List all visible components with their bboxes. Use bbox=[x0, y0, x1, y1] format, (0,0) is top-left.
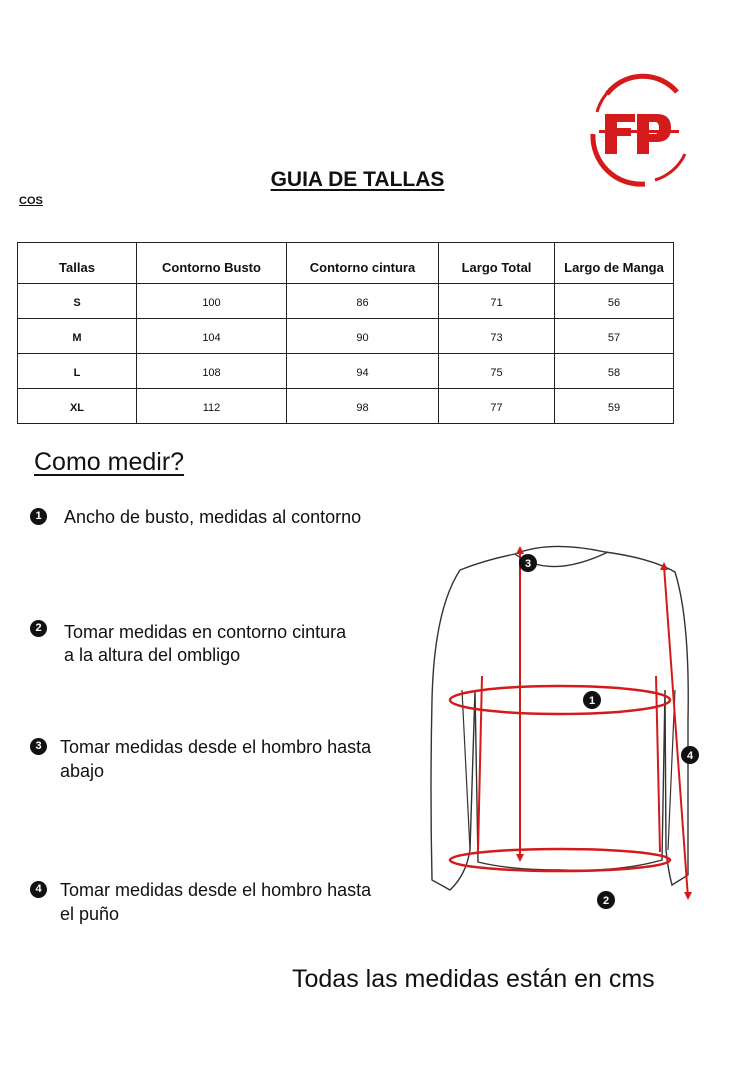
svg-text:4: 4 bbox=[686, 750, 694, 762]
cell-largo-manga: 56 bbox=[555, 284, 674, 319]
cell-busto: 104 bbox=[137, 319, 287, 354]
cell-talla: S bbox=[18, 284, 137, 319]
cell-largo-total: 71 bbox=[439, 284, 555, 319]
cell-largo-manga: 58 bbox=[555, 354, 674, 389]
size-table bbox=[17, 242, 674, 424]
table-header-row bbox=[18, 243, 674, 284]
header-largo-total: Largo Total bbox=[439, 243, 555, 284]
step-3-text-line-1: Tomar medidas desde el hombro hasta bbox=[60, 737, 372, 757]
cell-largo-total: 75 bbox=[439, 354, 555, 389]
step-4-text-line-1: Tomar medidas desde el hombro hasta bbox=[60, 880, 372, 900]
cell-largo-total: 73 bbox=[439, 319, 555, 354]
marker-3-icon bbox=[519, 554, 537, 572]
page-title: GUIA DE TALLAS bbox=[270, 168, 445, 191]
step-3-text-line-2: abajo bbox=[60, 761, 105, 781]
cell-cintura: 90 bbox=[287, 319, 439, 354]
footer-note: Todas las medidas están en cms bbox=[292, 965, 655, 993]
svg-text:3: 3 bbox=[524, 558, 532, 570]
marker-1-icon bbox=[583, 691, 601, 709]
cell-cintura: 98 bbox=[287, 389, 439, 424]
step-3-number-icon: 3 bbox=[30, 738, 47, 755]
table-row bbox=[18, 319, 674, 354]
header-largo-manga: Largo de Manga bbox=[555, 243, 674, 284]
cell-largo-manga: 59 bbox=[555, 389, 674, 424]
marker-4-icon bbox=[681, 746, 699, 764]
how-to-measure-title: Como medir? bbox=[34, 448, 185, 476]
step-4-number-icon: 4 bbox=[30, 881, 47, 898]
header-contorno-cintura: Contorno cintura bbox=[287, 243, 439, 284]
cell-talla: M bbox=[18, 319, 137, 354]
cell-largo-total: 77 bbox=[439, 389, 555, 424]
step-3 bbox=[30, 736, 430, 786]
cell-cintura: 86 bbox=[287, 284, 439, 319]
step-1-number-icon: 1 bbox=[30, 508, 47, 525]
cell-busto: 108 bbox=[137, 354, 287, 389]
step-4-text-line-2: el puño bbox=[60, 904, 120, 924]
header-tallas: Tallas bbox=[18, 243, 137, 284]
table-row bbox=[18, 389, 674, 424]
step-2-number-icon: 2 bbox=[30, 620, 47, 637]
cell-largo-manga: 57 bbox=[555, 319, 674, 354]
cell-talla: XL bbox=[18, 389, 137, 424]
cell-busto: 112 bbox=[137, 389, 287, 424]
svg-text:1: 1 bbox=[588, 695, 596, 707]
cell-talla: L bbox=[18, 354, 137, 389]
step-2-text-line-2: a la altura del ombligo bbox=[64, 645, 241, 665]
shirt-measurement-diagram bbox=[420, 540, 710, 920]
step-4 bbox=[30, 879, 430, 929]
cell-busto: 100 bbox=[137, 284, 287, 319]
table-row bbox=[18, 354, 674, 389]
step-2-text-line-1: Tomar medidas en contorno cintura bbox=[64, 622, 347, 642]
brand-subtitle: COS bbox=[19, 195, 43, 207]
header-contorno-busto: Contorno Busto bbox=[137, 243, 287, 284]
cell-cintura: 94 bbox=[287, 354, 439, 389]
step-1-text: Ancho de busto, medidas al contorno bbox=[64, 507, 362, 527]
marker-2-icon bbox=[597, 891, 615, 909]
svg-text:2: 2 bbox=[602, 895, 610, 907]
table-row bbox=[18, 284, 674, 319]
step-1 bbox=[30, 506, 430, 536]
step-2 bbox=[30, 618, 430, 668]
